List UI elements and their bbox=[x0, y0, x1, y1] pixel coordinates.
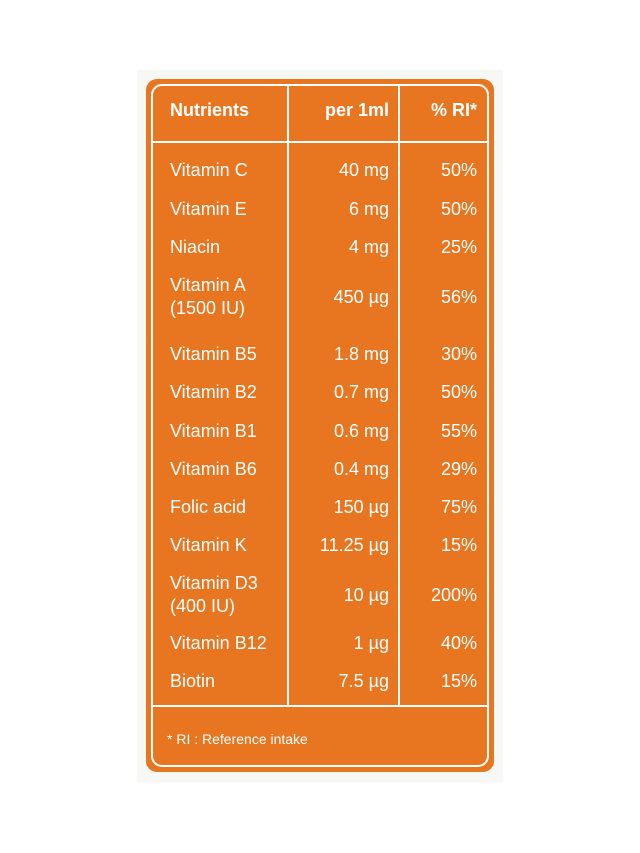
nutrient-amount: 1.8 mg bbox=[333, 344, 389, 364]
nutrient-name bbox=[170, 670, 288, 693]
nutrient-ri: 30% bbox=[440, 344, 477, 364]
nutrient-name bbox=[170, 572, 288, 618]
nutrient-amount: 40 mg bbox=[338, 160, 389, 180]
nutrient-name-subline: (1500 IU) bbox=[170, 298, 246, 318]
footnote: * RI : Reference intake bbox=[167, 731, 308, 747]
nutrient-name-line: Vitamin E bbox=[170, 199, 247, 219]
nutrient-name bbox=[170, 496, 288, 519]
nutrient-amount: 0.4 mg bbox=[333, 459, 389, 479]
nutrient-name-line: Vitamin B12 bbox=[170, 633, 267, 653]
nutrient-amount: 10 µg bbox=[343, 585, 389, 605]
nutrient-amount: 11.25 µg bbox=[319, 535, 389, 555]
nutrient-name-line: Vitamin A bbox=[170, 275, 246, 295]
column-divider bbox=[398, 84, 400, 705]
header-divider bbox=[151, 141, 489, 143]
nutrient-name bbox=[170, 274, 288, 320]
nutrient-amount: 4 mg bbox=[348, 237, 389, 257]
nutrient-ri: 200% bbox=[430, 585, 477, 605]
nutrient-name-line: Folic acid bbox=[170, 497, 247, 517]
nutrient-amount: 450 µg bbox=[333, 287, 389, 307]
nutrient-amount: 0.7 mg bbox=[333, 382, 389, 402]
nutrient-name-line: Vitamin B2 bbox=[170, 382, 257, 402]
nutrient-ri: 50% bbox=[440, 160, 477, 180]
nutrient-ri: 40% bbox=[440, 633, 477, 653]
nutrient-name bbox=[170, 381, 288, 404]
nutrient-name bbox=[170, 198, 288, 221]
nutrient-ri: 50% bbox=[440, 199, 477, 219]
nutrient-name-line: Biotin bbox=[170, 671, 216, 691]
nutrient-amount: 1 µg bbox=[353, 633, 389, 653]
nutrient-ri: 29% bbox=[440, 459, 477, 479]
nutrient-amount: 150 µg bbox=[333, 497, 389, 517]
nutrient-name bbox=[170, 632, 288, 655]
nutrition-table-panel bbox=[146, 79, 494, 772]
nutrient-name bbox=[170, 458, 288, 481]
nutrient-name bbox=[170, 534, 288, 557]
nutrient-name bbox=[170, 159, 288, 182]
nutrient-name bbox=[170, 236, 288, 259]
nutrient-ri: 15% bbox=[440, 535, 477, 555]
nutrient-amount: 0.6 mg bbox=[333, 421, 389, 441]
nutrient-name-subline: (400 IU) bbox=[170, 596, 236, 616]
nutrient-ri: 75% bbox=[440, 497, 477, 517]
nutrient-ri: 50% bbox=[440, 382, 477, 402]
nutrient-name-line: Vitamin B5 bbox=[170, 344, 257, 364]
footer-divider bbox=[151, 705, 489, 707]
nutrient-name-line: Niacin bbox=[170, 237, 221, 257]
nutrient-name bbox=[170, 420, 288, 443]
nutrient-ri: 15% bbox=[440, 671, 477, 691]
nutrient-name-line: Vitamin B6 bbox=[170, 459, 257, 479]
header-ri: % RI* bbox=[430, 100, 477, 120]
nutrient-amount: 6 mg bbox=[348, 199, 389, 219]
nutrient-name-line: Vitamin D3 bbox=[170, 573, 258, 593]
header-per-ml: per 1ml bbox=[324, 100, 389, 120]
nutrient-name-line: Vitamin K bbox=[170, 535, 247, 555]
nutrient-ri: 56% bbox=[440, 287, 477, 307]
nutrient-ri: 55% bbox=[440, 421, 477, 441]
header-nutrients: Nutrients bbox=[170, 100, 250, 120]
nutrient-ri: 25% bbox=[440, 237, 477, 257]
nutrient-name bbox=[170, 343, 288, 366]
nutrient-name-line: Vitamin C bbox=[170, 160, 248, 180]
nutrient-amount: 7.5 µg bbox=[338, 671, 389, 691]
nutrient-name-line: Vitamin B1 bbox=[170, 421, 257, 441]
